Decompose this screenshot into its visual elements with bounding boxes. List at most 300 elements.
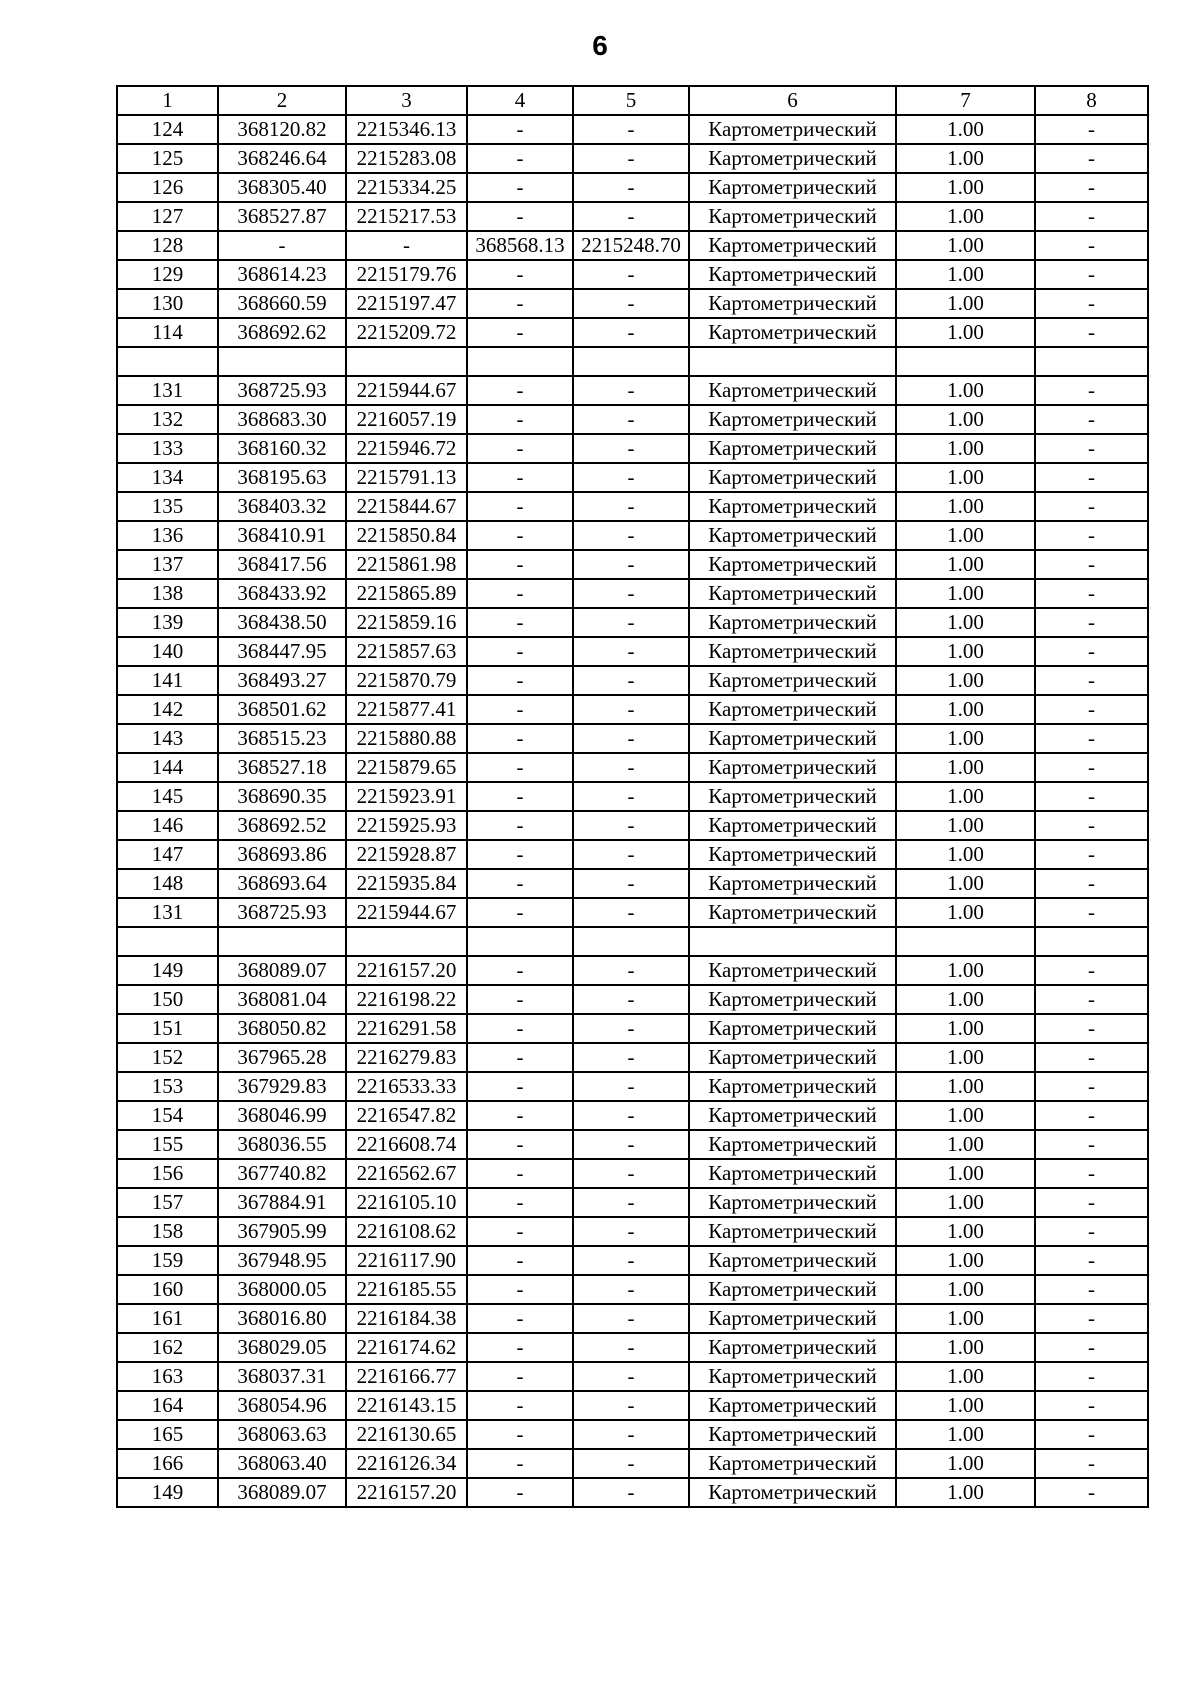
table-cell: 367965.28: [218, 1043, 346, 1072]
table-cell: 368029.05: [218, 1333, 346, 1362]
table-cell: -: [467, 376, 573, 405]
table-row: [117, 1043, 1148, 1072]
table-cell: 1.00: [896, 521, 1035, 550]
table-cell: -: [467, 1159, 573, 1188]
column-header-8: 8: [1035, 86, 1148, 115]
table-cell: -: [467, 724, 573, 753]
column-header-2: 2: [218, 86, 346, 115]
table-cell: -: [1035, 1478, 1148, 1507]
table-row: [117, 434, 1148, 463]
table-cell: 2215850.84: [346, 521, 467, 550]
table-cell: -: [467, 1362, 573, 1391]
table-body: [117, 115, 1148, 1507]
separator-row: [117, 347, 1148, 376]
table-cell: -: [1035, 753, 1148, 782]
table-cell: [573, 927, 689, 956]
table-cell: -: [1035, 608, 1148, 637]
table-cell: -: [1035, 985, 1148, 1014]
table-cell: -: [573, 1333, 689, 1362]
table-cell: -: [573, 1478, 689, 1507]
table-cell: -: [467, 666, 573, 695]
table-cell: -: [573, 1304, 689, 1333]
coordinates-table: [116, 85, 1149, 1508]
table-row: [117, 753, 1148, 782]
table-cell: 1.00: [896, 1246, 1035, 1275]
table-cell: 368410.91: [218, 521, 346, 550]
table-cell: -: [573, 985, 689, 1014]
table-cell: -: [467, 811, 573, 840]
table-cell: 1.00: [896, 1449, 1035, 1478]
table-cell: Картометрический: [689, 1043, 896, 1072]
table-cell: 1.00: [896, 376, 1035, 405]
table-cell: -: [467, 985, 573, 1014]
table-cell: 162: [117, 1333, 218, 1362]
table-row: [117, 666, 1148, 695]
table-cell: 2215861.98: [346, 550, 467, 579]
table-cell: Картометрический: [689, 695, 896, 724]
table-cell: -: [573, 173, 689, 202]
table-cell: 367905.99: [218, 1217, 346, 1246]
table-cell: Картометрический: [689, 869, 896, 898]
table-cell: 2216126.34: [346, 1449, 467, 1478]
table-cell: 368089.07: [218, 1478, 346, 1507]
table-row: [117, 173, 1148, 202]
table-cell: [117, 347, 218, 376]
table-cell: -: [1035, 434, 1148, 463]
table-cell: 1.00: [896, 1391, 1035, 1420]
table-cell: -: [573, 695, 689, 724]
table-cell: 147: [117, 840, 218, 869]
table-cell: -: [1035, 782, 1148, 811]
table-row: [117, 1072, 1148, 1101]
table-cell: 1.00: [896, 840, 1035, 869]
table-cell: Картометрический: [689, 1275, 896, 1304]
table-cell: 2216184.38: [346, 1304, 467, 1333]
table-cell: 159: [117, 1246, 218, 1275]
table-cell: -: [573, 666, 689, 695]
table-cell: -: [1035, 956, 1148, 985]
column-header-7: 7: [896, 86, 1035, 115]
table-row: [117, 1420, 1148, 1449]
table-cell: 130: [117, 289, 218, 318]
table-cell: -: [467, 289, 573, 318]
table-cell: 136: [117, 521, 218, 550]
table-cell: 2216105.10: [346, 1188, 467, 1217]
table-row: [117, 869, 1148, 898]
table-cell: 2215946.72: [346, 434, 467, 463]
table-cell: -: [467, 753, 573, 782]
table-cell: -: [467, 434, 573, 463]
table-cell: 1.00: [896, 666, 1035, 695]
table-cell: -: [1035, 405, 1148, 434]
table-cell: -: [1035, 1159, 1148, 1188]
table-row: [117, 811, 1148, 840]
table-cell: 2216198.22: [346, 985, 467, 1014]
table-cell: Картометрический: [689, 811, 896, 840]
table-cell: -: [573, 1159, 689, 1188]
table-cell: -: [467, 202, 573, 231]
table-cell: -: [467, 840, 573, 869]
table-cell: 1.00: [896, 173, 1035, 202]
table-cell: -: [573, 289, 689, 318]
table-cell: Картометрический: [689, 1159, 896, 1188]
table-cell: -: [1035, 1362, 1148, 1391]
table-row: [117, 695, 1148, 724]
table-cell: 368725.93: [218, 898, 346, 927]
table-row: [117, 1159, 1148, 1188]
table-cell: 157: [117, 1188, 218, 1217]
table-cell: -: [467, 1246, 573, 1275]
table-cell: -: [1035, 637, 1148, 666]
table-cell: -: [467, 1101, 573, 1130]
table-cell: -: [573, 115, 689, 144]
table-cell: -: [467, 1304, 573, 1333]
table-cell: 368037.31: [218, 1362, 346, 1391]
table-cell: 2215334.25: [346, 173, 467, 202]
table-cell: -: [1035, 492, 1148, 521]
table-cell: -: [467, 463, 573, 492]
table-cell: 2215923.91: [346, 782, 467, 811]
table-cell: 1.00: [896, 1275, 1035, 1304]
table-cell: 2215944.67: [346, 898, 467, 927]
table-cell: 2216108.62: [346, 1217, 467, 1246]
table-row: [117, 840, 1148, 869]
table-cell: 1.00: [896, 637, 1035, 666]
table-cell: -: [467, 260, 573, 289]
table-cell: 368063.63: [218, 1420, 346, 1449]
table-cell: Картометрический: [689, 376, 896, 405]
table-cell: -: [467, 1478, 573, 1507]
table-cell: -: [1035, 724, 1148, 753]
table-cell: -: [573, 463, 689, 492]
table-cell: 368160.32: [218, 434, 346, 463]
table-cell: 367740.82: [218, 1159, 346, 1188]
table-cell: 149: [117, 956, 218, 985]
table-cell: 2215857.63: [346, 637, 467, 666]
table-cell: 2215925.93: [346, 811, 467, 840]
table-cell: -: [573, 637, 689, 666]
table-cell: Картометрический: [689, 550, 896, 579]
table-cell: 2216130.65: [346, 1420, 467, 1449]
table-row: [117, 956, 1148, 985]
table-cell: -: [1035, 550, 1148, 579]
table-cell: [467, 927, 573, 956]
table-cell: -: [467, 1217, 573, 1246]
table-cell: -: [1035, 1130, 1148, 1159]
table-cell: -: [573, 144, 689, 173]
table-row: [117, 1130, 1148, 1159]
table-cell: 145: [117, 782, 218, 811]
table-cell: Картометрический: [689, 666, 896, 695]
table-cell: 2215870.79: [346, 666, 467, 695]
table-cell: -: [467, 782, 573, 811]
table-cell: -: [1035, 1188, 1148, 1217]
table-cell: 142: [117, 695, 218, 724]
table-cell: 126: [117, 173, 218, 202]
table-cell: 368692.52: [218, 811, 346, 840]
table-cell: 2216562.67: [346, 1159, 467, 1188]
table-cell: -: [573, 811, 689, 840]
table-cell: 368089.07: [218, 956, 346, 985]
table-row: [117, 1449, 1148, 1478]
table-cell: 2215791.13: [346, 463, 467, 492]
table-cell: -: [1035, 260, 1148, 289]
table-cell: -: [1035, 695, 1148, 724]
table-cell: -: [467, 173, 573, 202]
page-number: 6: [592, 30, 608, 61]
table-cell: -: [1035, 144, 1148, 173]
table-cell: 128: [117, 231, 218, 260]
table-row: [117, 608, 1148, 637]
table-cell: 1.00: [896, 1159, 1035, 1188]
table-cell: -: [573, 202, 689, 231]
table-cell: 143: [117, 724, 218, 753]
table-cell: -: [1035, 1275, 1148, 1304]
table-cell: 368063.40: [218, 1449, 346, 1478]
table-cell: 1.00: [896, 492, 1035, 521]
table-cell: Картометрический: [689, 579, 896, 608]
table-cell: 1.00: [896, 260, 1035, 289]
table-cell: Картометрический: [689, 898, 896, 927]
table-cell: -: [467, 318, 573, 347]
separator-row: [117, 927, 1148, 956]
table-cell: 161: [117, 1304, 218, 1333]
table-cell: 131: [117, 898, 218, 927]
table-cell: 163: [117, 1362, 218, 1391]
column-header-5: 5: [573, 86, 689, 115]
table-cell: 2215179.76: [346, 260, 467, 289]
table-cell: -: [573, 1043, 689, 1072]
table-cell: Картометрический: [689, 1188, 896, 1217]
table-cell: -: [467, 144, 573, 173]
table-cell: 368693.64: [218, 869, 346, 898]
table-cell: 1.00: [896, 956, 1035, 985]
table-cell: 368527.87: [218, 202, 346, 231]
table-cell: Картометрический: [689, 724, 896, 753]
table-cell: 148: [117, 869, 218, 898]
table-cell: 367929.83: [218, 1072, 346, 1101]
table-cell: [573, 347, 689, 376]
table-cell: -: [467, 1188, 573, 1217]
table-cell: 135: [117, 492, 218, 521]
table-cell: 1.00: [896, 1217, 1035, 1246]
table-cell: 368614.23: [218, 260, 346, 289]
table-cell: 368493.27: [218, 666, 346, 695]
table-cell: Картометрический: [689, 1130, 896, 1159]
column-header-4: 4: [467, 86, 573, 115]
table-cell: -: [573, 753, 689, 782]
table-cell: 2216185.55: [346, 1275, 467, 1304]
table-row: [117, 144, 1148, 173]
table-cell: 1.00: [896, 1014, 1035, 1043]
table-cell: 368195.63: [218, 463, 346, 492]
table-cell: 1.00: [896, 318, 1035, 347]
table-cell: -: [573, 405, 689, 434]
table-row: [117, 405, 1148, 434]
table-cell: -: [573, 434, 689, 463]
table-cell: 124: [117, 115, 218, 144]
table-cell: -: [467, 1043, 573, 1072]
table-cell: 368725.93: [218, 376, 346, 405]
table-cell: 1.00: [896, 115, 1035, 144]
table-cell: Картометрический: [689, 173, 896, 202]
table-cell: 368692.62: [218, 318, 346, 347]
table-cell: 154: [117, 1101, 218, 1130]
table-cell: -: [1035, 898, 1148, 927]
table-cell: 368081.04: [218, 985, 346, 1014]
table-cell: 368417.56: [218, 550, 346, 579]
table-cell: 150: [117, 985, 218, 1014]
table-cell: 2215859.16: [346, 608, 467, 637]
table-cell: 139: [117, 608, 218, 637]
table-row: [117, 260, 1148, 289]
table-row: [117, 289, 1148, 318]
table-cell: 1.00: [896, 1362, 1035, 1391]
column-header-1: 1: [117, 86, 218, 115]
table-cell: -: [573, 260, 689, 289]
table-cell: 2215877.41: [346, 695, 467, 724]
table-cell: 1.00: [896, 753, 1035, 782]
table-cell: 368036.55: [218, 1130, 346, 1159]
table-cell: 2216291.58: [346, 1014, 467, 1043]
table-cell: -: [573, 1391, 689, 1420]
table-cell: 2215879.65: [346, 753, 467, 782]
table-cell: 129: [117, 260, 218, 289]
table-cell: 125: [117, 144, 218, 173]
table-cell: Картометрический: [689, 608, 896, 637]
table-cell: Картометрический: [689, 318, 896, 347]
table-cell: -: [467, 1420, 573, 1449]
table-row: [117, 1101, 1148, 1130]
table-cell: [689, 927, 896, 956]
table-cell: -: [573, 782, 689, 811]
table-row: [117, 724, 1148, 753]
table-cell: 2216117.90: [346, 1246, 467, 1275]
table-cell: 368438.50: [218, 608, 346, 637]
table-cell: Картометрический: [689, 1304, 896, 1333]
table-cell: -: [467, 956, 573, 985]
table-cell: 368050.82: [218, 1014, 346, 1043]
table-cell: -: [1035, 1014, 1148, 1043]
table-cell: Картометрический: [689, 753, 896, 782]
table-cell: Картометрический: [689, 144, 896, 173]
table-cell: 146: [117, 811, 218, 840]
table-cell: 1.00: [896, 1043, 1035, 1072]
table-cell: -: [573, 956, 689, 985]
table-cell: 2216279.83: [346, 1043, 467, 1072]
table-cell: -: [573, 1014, 689, 1043]
table-cell: 132: [117, 405, 218, 434]
table-cell: -: [1035, 1304, 1148, 1333]
table-cell: -: [1035, 1072, 1148, 1101]
table-cell: 1.00: [896, 898, 1035, 927]
table-cell: -: [467, 115, 573, 144]
table-cell: -: [573, 1101, 689, 1130]
table-cell: 368683.30: [218, 405, 346, 434]
table-cell: -: [467, 550, 573, 579]
table-cell: 368690.35: [218, 782, 346, 811]
table-cell: Картометрический: [689, 231, 896, 260]
table-cell: -: [1035, 115, 1148, 144]
table-cell: -: [573, 1217, 689, 1246]
table-cell: Картометрический: [689, 956, 896, 985]
table-cell: 152: [117, 1043, 218, 1072]
table-cell: Картометрический: [689, 492, 896, 521]
table-row: [117, 1333, 1148, 1362]
table-row: [117, 1478, 1148, 1507]
table-cell: 368016.80: [218, 1304, 346, 1333]
table-cell: 155: [117, 1130, 218, 1159]
table-row: [117, 231, 1148, 260]
table-cell: 1.00: [896, 869, 1035, 898]
table-cell: Картометрический: [689, 1333, 896, 1362]
table-cell: 368433.92: [218, 579, 346, 608]
table-row: [117, 1362, 1148, 1391]
table-cell: -: [1035, 1246, 1148, 1275]
table-cell: Картометрический: [689, 521, 896, 550]
table-cell: 2216143.15: [346, 1391, 467, 1420]
table-cell: 1.00: [896, 202, 1035, 231]
table-cell: 2215209.72: [346, 318, 467, 347]
table-cell: [218, 347, 346, 376]
table-cell: Картометрический: [689, 637, 896, 666]
table-cell: 2215935.84: [346, 869, 467, 898]
table-row: [117, 1304, 1148, 1333]
table-cell: 2215928.87: [346, 840, 467, 869]
table-row: [117, 579, 1148, 608]
table-cell: 1.00: [896, 1188, 1035, 1217]
table-cell: 1.00: [896, 434, 1035, 463]
table-cell: 1.00: [896, 1072, 1035, 1101]
table-cell: -: [467, 869, 573, 898]
table-cell: -: [573, 608, 689, 637]
column-header-6: 6: [689, 86, 896, 115]
table-cell: 2216547.82: [346, 1101, 467, 1130]
table-cell: Картометрический: [689, 985, 896, 1014]
table-cell: -: [1035, 1449, 1148, 1478]
table-cell: 114: [117, 318, 218, 347]
table-cell: -: [573, 1275, 689, 1304]
table-row: [117, 1246, 1148, 1275]
table-cell: -: [1035, 521, 1148, 550]
table-cell: 2216057.19: [346, 405, 467, 434]
table-cell: 368000.05: [218, 1275, 346, 1304]
table-cell: -: [573, 1449, 689, 1478]
table-cell: 368305.40: [218, 173, 346, 202]
table-cell: 368046.99: [218, 1101, 346, 1130]
table-cell: 1.00: [896, 579, 1035, 608]
table-row: [117, 115, 1148, 144]
table-cell: 137: [117, 550, 218, 579]
table-cell: 1.00: [896, 782, 1035, 811]
table-cell: Картометрический: [689, 1072, 896, 1101]
table-cell: -: [573, 1420, 689, 1449]
table-cell: 2216166.77: [346, 1362, 467, 1391]
table-cell: 368568.13: [467, 231, 573, 260]
table-cell: Картометрический: [689, 289, 896, 318]
table-row: [117, 463, 1148, 492]
table-cell: 141: [117, 666, 218, 695]
table-cell: -: [467, 695, 573, 724]
table-cell: -: [1035, 1420, 1148, 1449]
table-cell: 153: [117, 1072, 218, 1101]
table-cell: 1.00: [896, 231, 1035, 260]
table-cell: 165: [117, 1420, 218, 1449]
table-cell: Картометрический: [689, 840, 896, 869]
table-row: [117, 318, 1148, 347]
table-cell: 2216533.33: [346, 1072, 467, 1101]
table-cell: [896, 347, 1035, 376]
